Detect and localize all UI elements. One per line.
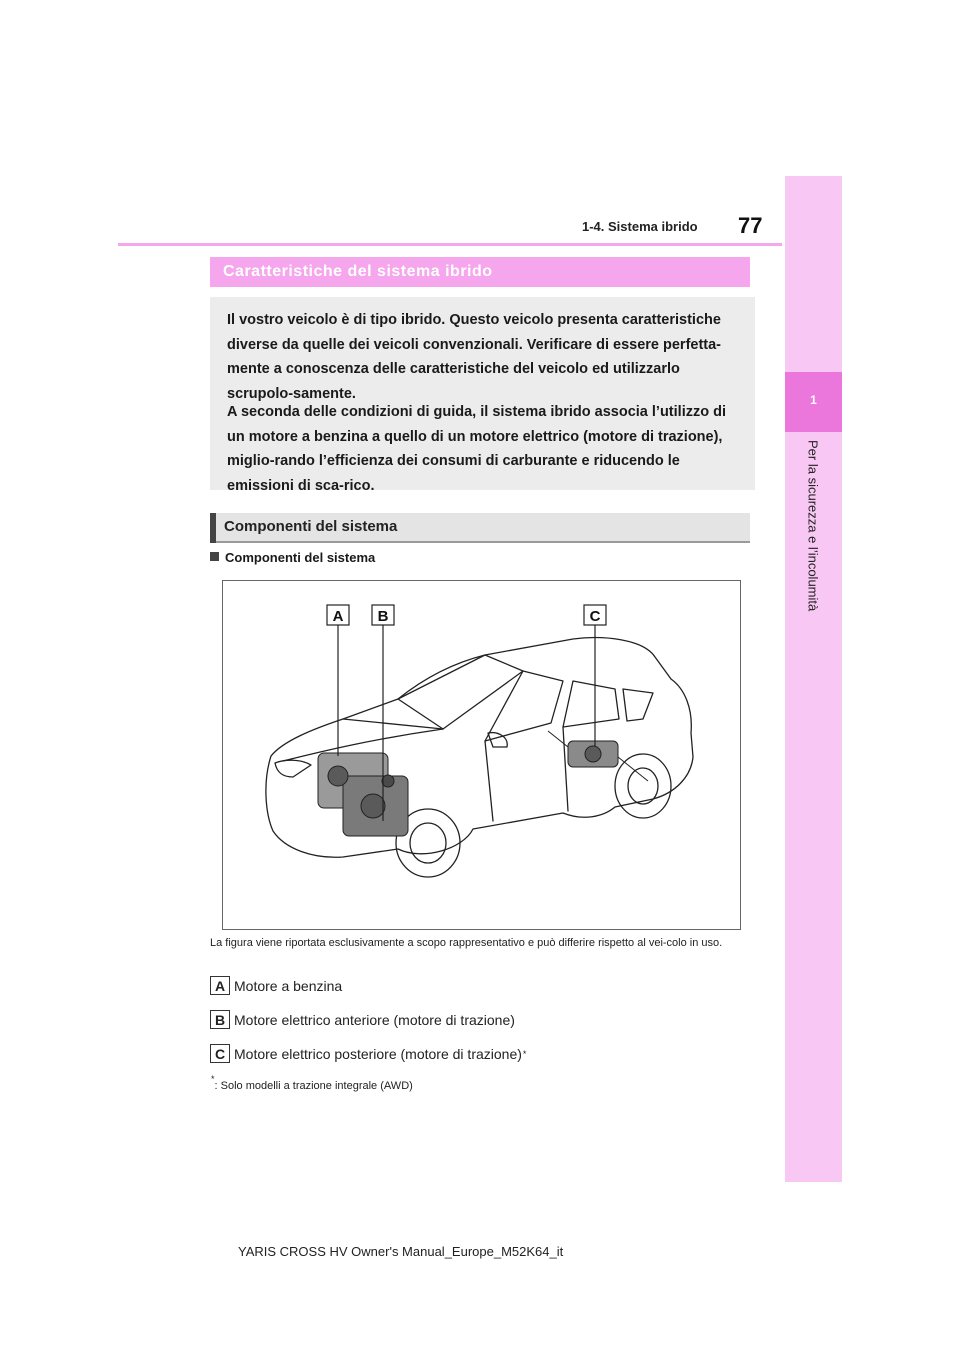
side-mirror (488, 733, 507, 747)
section1-title: Caratteristiche del sistema ibrido (223, 263, 493, 280)
car-body-outline (266, 638, 693, 858)
figure-label-b-text: B (377, 608, 389, 625)
figure-caption: La figura viene riportata esclusivamente a scopo rappresentativo e può differire rispetto al vei-colo in uso. (210, 937, 723, 949)
intro-box (210, 297, 755, 494)
side-tab-strip (785, 176, 842, 1182)
windshield (398, 655, 523, 729)
section-title: 1-4. Sistema ibrido (582, 219, 698, 234)
car-illustration (223, 581, 740, 929)
side-window-rear (563, 681, 619, 727)
side-tab-text: Per la sicurezza e l’incolumità (805, 440, 821, 612)
rear-wheel-rim (628, 768, 658, 804)
subheading-text: Componenti del sistema (225, 550, 376, 565)
rear-window (623, 689, 653, 721)
legend-item-b (210, 1010, 515, 1029)
front-engine-components (318, 753, 408, 836)
section2-title: Componenti del sistema (224, 518, 398, 535)
intro-paragraph-1: Il vostro veicolo è di tipo ibrido. Questo veicolo presenta caratteristiche diverse da quelle dei veicoli convenzionali. Verificare di essere perfetta-mente a conoscenza delle caratteristiche del veicolo ed utilizzarlo scrupolo-samente. (227, 312, 722, 402)
front-wheel-rim (410, 823, 446, 863)
subheading (210, 550, 375, 565)
figure-label-c-text: C (589, 608, 601, 625)
figure-label-c (584, 605, 606, 625)
figure-label-a-text: A (332, 608, 344, 625)
header-rule (118, 243, 782, 246)
door-line (485, 741, 493, 821)
legend-letter-b: B (210, 1010, 230, 1029)
rear-wheel (615, 754, 671, 818)
page-footer: YARIS CROSS HV Owner's Manual_Europe_M52K64_it (238, 1244, 564, 1259)
legend-text-c: Motore elettrico posteriore (motore di trazione) (234, 1045, 522, 1062)
door-line-2 (563, 727, 568, 811)
legend-footnote-marker: * (522, 1048, 527, 1059)
legend-item-a (210, 976, 342, 995)
intro-paragraph-2: A seconda delle condizioni di guida, il sistema ibrido associa l’utilizzo di un motore a benzina a quello di un motore elettrico (motore di trazione), miglio-rando l’efficienza dei consumi di carburante e riducendo le emissioni di sca-rico. (227, 404, 726, 494)
figure-label-b (372, 605, 394, 625)
hood-crease (343, 719, 443, 729)
headlight (275, 760, 311, 777)
figure-label-a (327, 605, 349, 625)
page-number: 77 (738, 213, 763, 238)
system-components-figure (222, 580, 741, 930)
footnote-marker: * (211, 1074, 215, 1084)
side-tab-number: 1 (810, 393, 817, 407)
legend-text-b: Motore elettrico anteriore (motore di trazione) (234, 1011, 515, 1028)
legend-text-a: Motore a benzina (234, 977, 343, 994)
footnote-text: : Solo modelli a trazione integrale (AWD) (214, 1080, 413, 1092)
legend-letter-a: A (210, 976, 230, 995)
side-window-front (485, 671, 563, 741)
legend-letter-c: C (210, 1044, 230, 1063)
square-bullet-icon (210, 552, 219, 561)
footnote (210, 1074, 413, 1092)
section2-accent (210, 513, 216, 543)
legend-item-c (210, 1044, 526, 1063)
